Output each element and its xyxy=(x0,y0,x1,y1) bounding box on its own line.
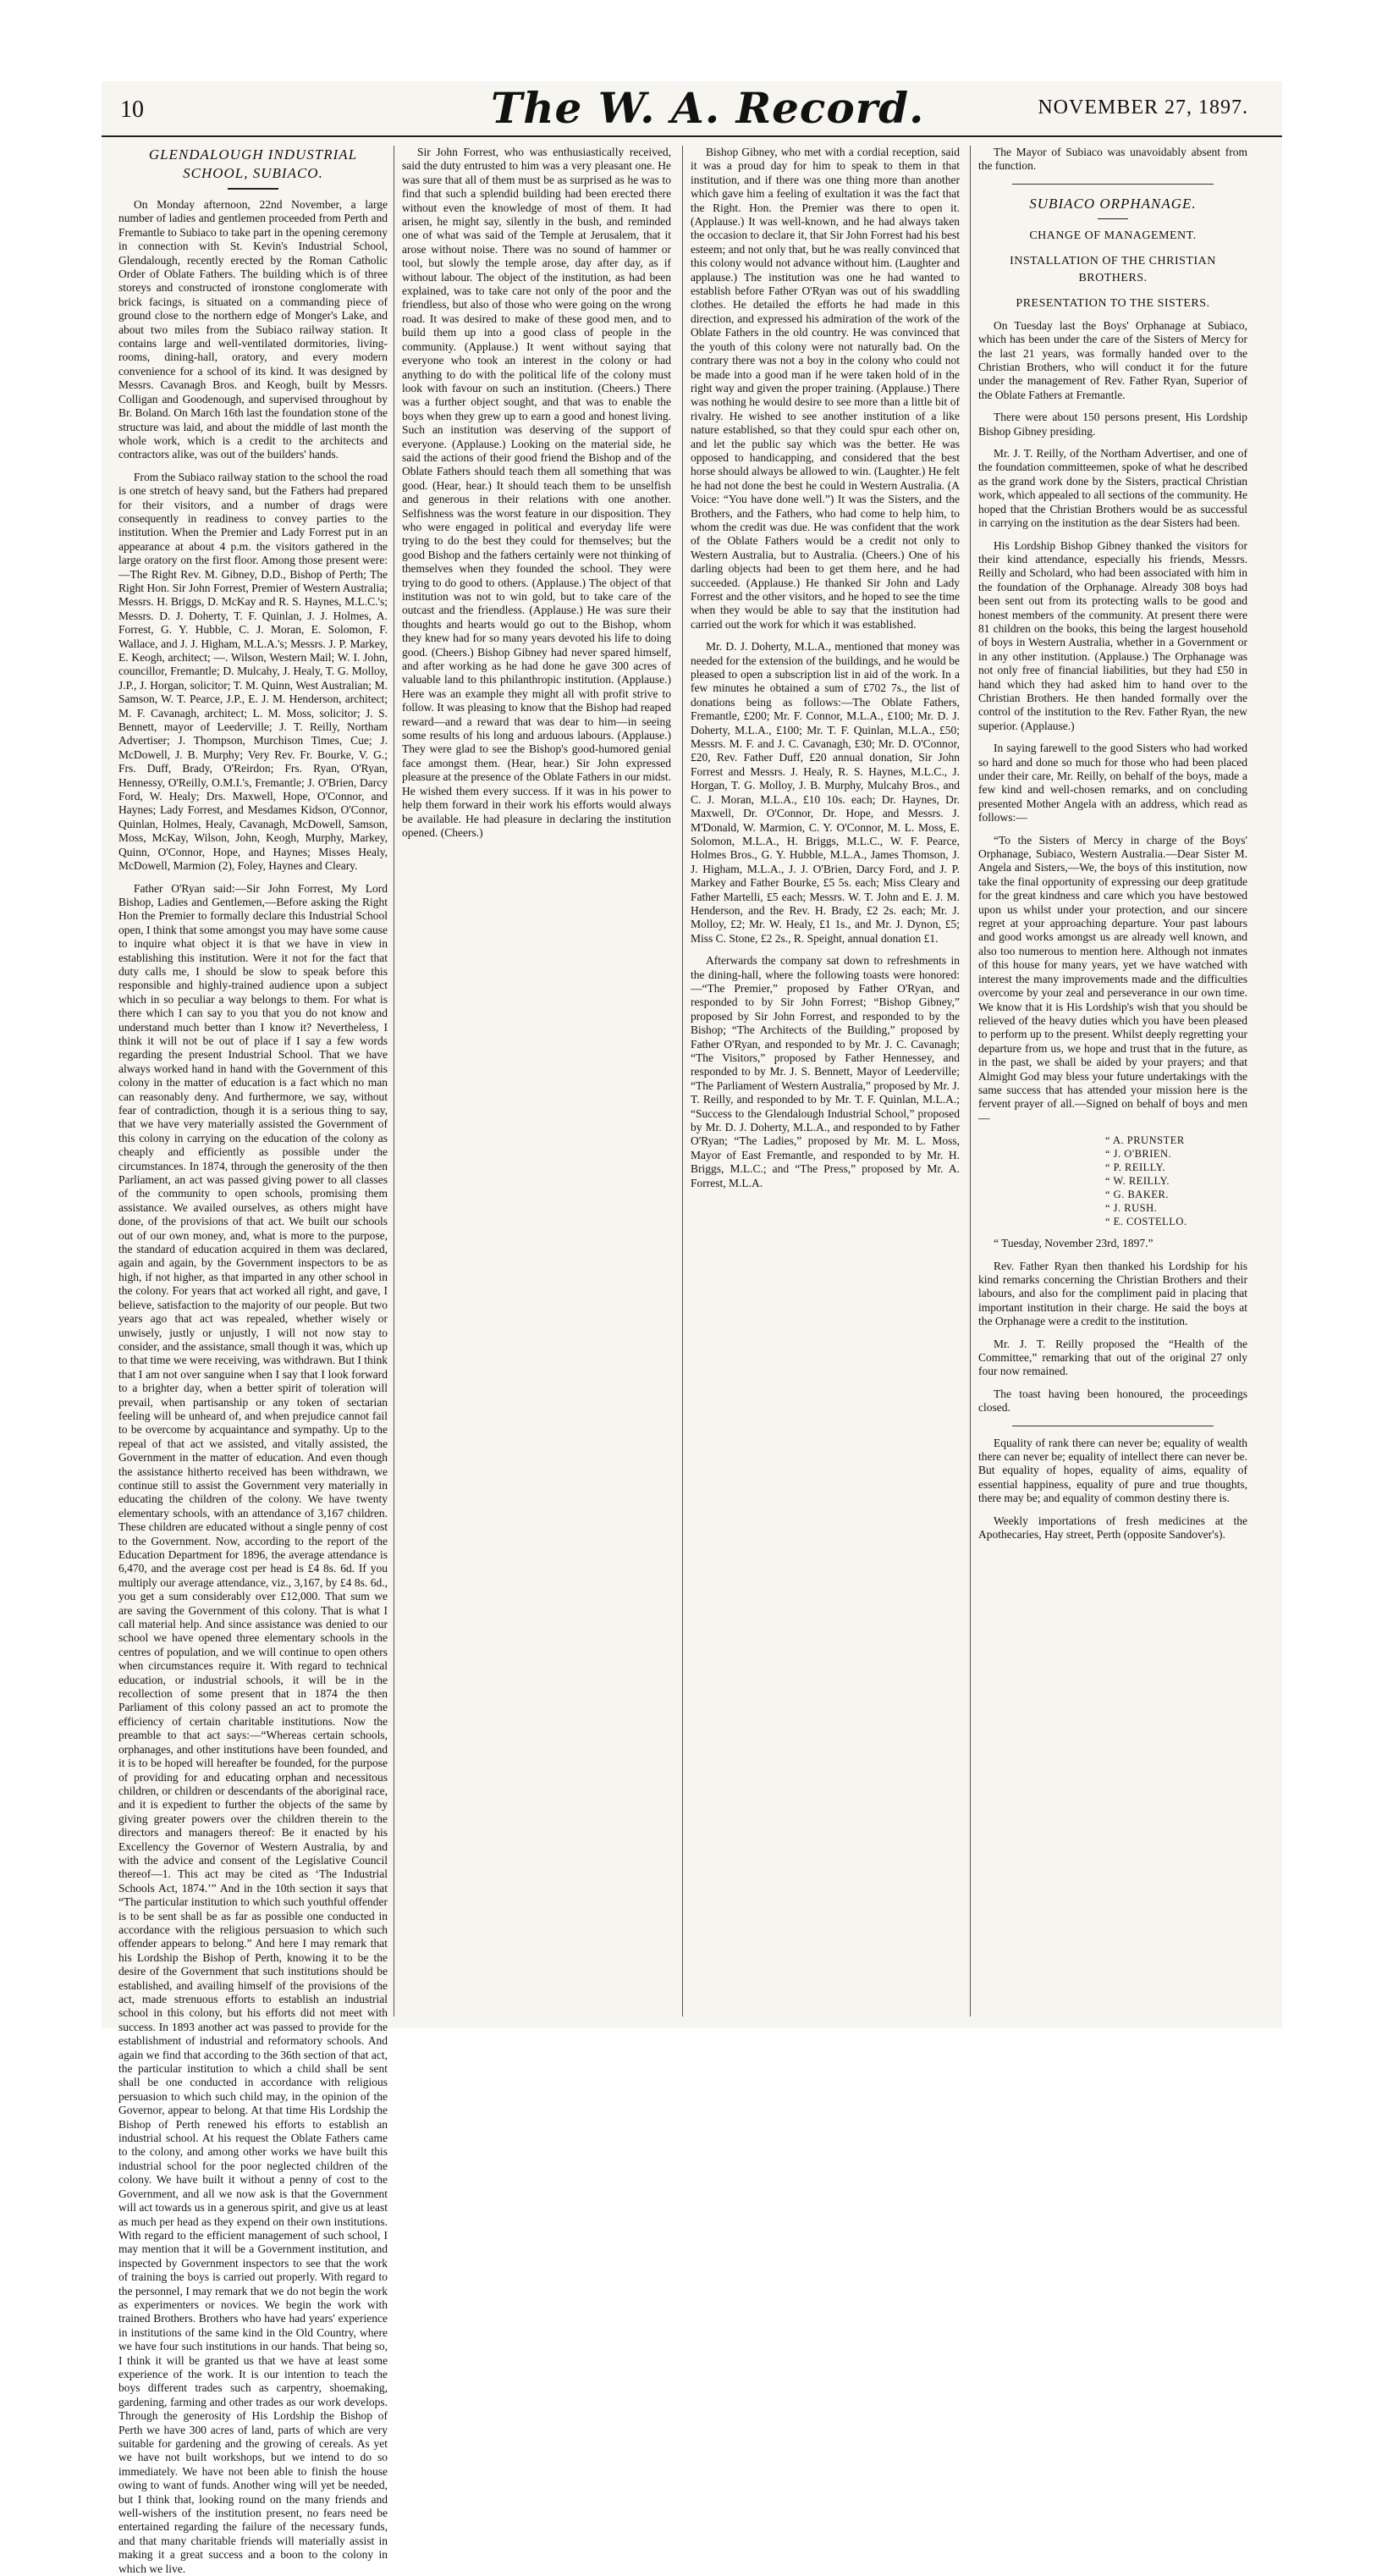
article-paragraph: Mr. J. T. Reilly, of the Northam Advertiser, and one of the foundation committeemen, spoke of what he described as the grand work done by the Sisters, practical Christian work, which appealed to all sections of the community. He hoped that the Christian Brothers would be as successful in carrying on the institution as the dear Sisters had been. xyxy=(978,447,1247,530)
article-paragraph: Sir John Forrest, who was enthusiastically received, said the duty entrusted to him was a very pleasant one. He was sure that all of them must be as surprised as he was to find that such a splendid building had been erected there without even the knowledge of most of them. It had arisen, he might say, silently in the bush, and reminded one of what was said of the Temple at Jerusalem, that it arose without noise. There was no sound of hammer or tool, but slowly the temple arose, day after day, as if without labour. The object of the institution, as had been explained, was to take care not only of the poor and the friendless, but also of those who were going on the wrong road. It was desired to make of these good men, and to build them up into a good class of people in the community. (Applause.) It went without saying that everyone who took an interest in the colony or had anything to do with the political life of the colony must look with favour on such an institution. (Cheers.) There was a further object sought, and that was to enable the boys when they grew up to earn a good and honest living. Such an institution was deserving of the support of everyone. (Applause.) Looking on the material side, he said the actions of their good friend the Bishop and of the Oblate Fathers should teach them all something that was good. (Hear, hear.) It should teach them to be unselfish and generous in their relations with one another. Selfishness was the worst feature in our disposition. They who were engaged in political and everyday life were trying to do the best they could for themselves; but the good Bishop and the fathers certainly were not thinking of themselves when they founded the school. They were trying to do good to others. (Applause.) The object of that institution was not to win gold, but to take care of the outcast and the friendless. (Applause.) He was sure their thoughts and hearts would go out to the Bishop, whom they knew had for so many years devoted his life to doing good. (Cheers.) Bishop Gibney had never spared himself, and after working as he had done he gave 300 acres of valuable land to this philanthropic institution. (Applause.) Here was an example they might all with profit strive to follow. It was pleasing to know that the Bishop had reaped reward—and a reward that was dear to him—in seeing some results of his long and arduous labours. (Applause.) They were glad to see the Bishop's good-humored genial face amongst them. (Hear, hear.) Sir John expressed pleasure at the presence of the Oblate Fathers in our midst. He wished them every success. If it was in his power to help them forward in their work his efforts would always be available. He had pleasure in declaring the institution opened. (Cheers.) xyxy=(402,146,671,840)
article-paragraph: His Lordship Bishop Gibney thanked the visitors for their kind attendance, especially his friends, Messrs. Reilly and Scholard, who had been associated with him in the foundation of the Orphanage. Already 308 boys had been sent out from its protecting walls to be good and honest members of the community. At present there were 81 children on the books, this being the largest household of boys in Western Australia, whether in a Government or in any other institution. (Applause.) The Orphanage was not only free of financial liabilities, but they had £50 in hand which they had asked him to hand over to the Christian Brothers. He then handed formally over the control of the institution to the Rev. Father Ryan, the new superior. (Applause.) xyxy=(978,539,1247,734)
newspaper-page xyxy=(102,81,1282,2028)
newspaper-title: The W. A. Record. xyxy=(491,83,924,133)
article-paragraph: Mr. D. J. Doherty, M.L.A., mentioned that money was needed for the extension of the buildings, and he would be pleased to open a subscription list in aid of the work. In a few minutes he obtained a sum of £702 7s., the list of donations being as follows:—The Oblate Fathers, Fremantle, £200; Mr. F. Connor, M.L.A., £100; Mr. D. J. Doherty, M.L.A., £100; Mr. T. F. Quinlan, M.L.A., £50; Messrs. M. F. and J. C. Cavanagh, £30; Mr. D. O'Connor, £20, Rev. Father Duff, £20 annual donation, Sir John Forrest and Messrs. J. Healy, R. S. Haynes, M.L.C., J. Horgan, T. G. Molloy, J. B. Murphy, Mulcahy Bros., and C. J. Moran, M.L.A., £10 10s. each; Dr. Haynes, Dr. Maxwell, Dr. O'Connor, Dr. Hope, and Messrs. J. M'Donald, W. Marmion, C. Y. O'Connor, M. L. Moss, E. Solomon, M.L.A., H. Briggs, M.L.C., W. F. Pearce, Holmes Bros., G. Y. Hubble, M.L.A., James Thomson, J. J. Higham, M.L.A., J. J. O'Brien, Darcy Ford, and J. P. Markey and Father Bourke, £5 5s. each; Miss Cleary and Father Martelli, £5 each; Messrs. W. T. John and E. J. M. Henderson, and the Rev. H. Brady, £2 2s. each; Mr. J. Molloy, £2; Mr. W. Healy, £1 1s., and Mr. J. Dynon, £5; Miss C. Stone, £2 2s., R. Speight, annual donation £1. xyxy=(691,640,960,946)
page-number: 10 xyxy=(120,97,144,124)
section-divider xyxy=(1012,184,1214,185)
article-paragraph: The Mayor of Subiaco was unavoidably absent from the function. xyxy=(978,146,1247,174)
column-divider xyxy=(682,146,683,2016)
article-headline: GLENDALOUGH INDUSTRIAL SCHOOL, SUBIACO. xyxy=(118,146,388,183)
address-text: “To the Sisters of Mercy in charge of the Boys' Orphanage, Subiaco, Western Australia.—Dear Sister M. Angela and Sisters,—We, the boys of this institution, now take the final opportunity of expressing our deep gratitude for the great kindness and care which you have bestowed upon us whilst under your protection, and our sincere regret at your approaching departure. Your past labours and good works amongst us are already well known, and also too numerous to mention here. Although not inmates of this house for many years, yet we have watched with interest the many improvements made and the difficulties overcome by your zeal and perseverance in our own time. We know that it is His Lordship's wish that you should be relieved of the heavy duties which you have been pleased to perform up to the present. Whilst deeply regretting your departure from us, we hope and trust that in the future, as in the past, we shall be aided by your prayers; and that Almight God may bless your future undertakings with the same success that has attended your mission here is the fervent prayer of all.—Signed on behalf of boys and men— xyxy=(978,834,1247,1126)
signature-list xyxy=(1105,1134,1247,1228)
signature: “ W. REILLY. xyxy=(1105,1174,1247,1188)
column-divider xyxy=(970,146,971,2016)
article-subhead: INSTALLATION OF THE CHRISTIAN BROTHERS. xyxy=(978,253,1247,287)
article-paragraph: Mr. J. T. Reilly proposed the “Health of the Committee,” remarking that out of the original 27 only four now remained. xyxy=(978,1338,1247,1379)
column-3 xyxy=(691,146,960,2016)
article-paragraph: From the Subiaco railway station to the school the road is one stretch of heavy sand, but the Fathers had prepared for their visitors, and a number of drags were consequently in readiness to convey parties to the institution. When the Premier and Lady Forrest put in an appearance at about 4 p.m. the visitors gathered in the large oratory on the first floor. Among those present were:—The Right Rev. M. Gibney, D.D., Bishop of Perth; The Right Hon. Sir John Forrest, Premier of Western Australia; Messrs. H. Briggs, D. McKay and R. S. Haynes, M.L.C.'s; Messrs. D. J. Doherty, T. F. Quinlan, J. J. Holmes, A. Forrest, G. Y. Hubble, C. J. Moran, E. Solomon, F. Wallace, and J. J. Higham, M.L.A.'s; Messrs. J. P. Markey, E. Keogh, architect; —. Wilson, Western Mail; W. I. John, councillor, Fremantle; D. Mulcahy, J. Healy, T. G. Molloy, J.P., J. Horgan, solicitor; T. M. Quinn, West Australian; M. Samson, W. T. Pearce, J.P., E. J. M. Henderson, architect; M. F. Cavanagh, architect; L. M. Moss, solicitor; J. S. Bennett, mayor of Leederville; J. T. Reilly, Northam Advertiser; J. Thompson, Murchison Times, Cue; J. McDowell, J. B. Murphy; Very Rev. Fr. Bourke, V. G.; Frs. Duff, Brady, O'Reirdon; Frs. Ryan, O'Ryan, Hennessy, O'Reilly, O.M.I.'s, Fremantle; J. O'Brien, Darcy Ford, W. Healy; Drs. Maxwell, Hope, O'Connor, and Haynes; Lady Forrest, and Mesdames Kidson, O'Connor, Quinlan, Holmes, Healy, Cavanagh, McDowell, Samson, Moss, McKay, Wilson, John, Keogh, Murphy, Markey, Quinn, O'Connor, Hope, and Haynes; Misses Healy, McDowell, Marmion (2), Foley, Haynes and Cleary. xyxy=(118,471,388,874)
equality-filler: Equality of rank there can never be; equality of wealth there can never be; equality of intellect there can never be. But equality of hopes, equality of aims, equality of essential happiness, equality of pure and true thoughts, there may be; and equality of common destiny there is. xyxy=(978,1437,1247,1506)
masthead xyxy=(102,81,1282,132)
issue-date: NOVEMBER 27, 1897. xyxy=(1038,97,1248,119)
signature: “ E. COSTELLO. xyxy=(1105,1215,1247,1228)
article-paragraph: Rev. Father Ryan then thanked his Lordship for his kind remarks concerning the Christian Brothers and their labours, and also for the compliment paid in placing that important institution in their charge. He said the boys at the Orphanage were a credit to the institution. xyxy=(978,1260,1247,1329)
article-paragraph: Afterwards the company sat down to refreshments in the dining-hall, where the following toasts were honored:—“The Premier,” proposed by Father O'Ryan, and responded to by Sir John Forrest; “Bishop Gibney,” proposed by Sir John Forrest, and responded to by the Bishop; “The Architects of the Building,” proposed by Father O'Ryan, and responded to by Mr. J. C. Cavanagh; “The Visitors,” proposed by Father Hennessey, and responded to by Mr. J. S. Bennett, Mayor of Leederville; “The Parliament of Western Australia,” proposed by Mr. J. T. Reilly, and responded to by Mr. T. F. Quinlan, M.L.A.; “Success to the Glendalough Industrial School,” proposed by Mr. D. J. Doherty, M.L.A., and responded to by Father O'Ryan; “The Ladies,” proposed by Mr. M. L. Moss, Mayor of East Fremantle, and responded to by Mr. H. Briggs, M.L.C.; and “The Press,” proposed by Mr. A. Forrest, M.L.A. xyxy=(691,954,960,1190)
column-4 xyxy=(978,146,1247,2016)
headline-divider xyxy=(1098,218,1128,219)
signature: “ P. REILLY. xyxy=(1105,1161,1247,1174)
column-2 xyxy=(402,146,671,2016)
article-paragraph: Father O'Ryan said:—Sir John Forrest, My Lord Bishop, Ladies and Gentlemen,—Before asking the Right Hon the Premier to formally declare this Industrial School open, I think that some amongst you may have some cause to inquire what object it is that we have in view in establishing this institution. Were it not for the fact that duty calls me, I should be slow to speak before this responsible and highly-trained audience upon a subject which in so peculiar a way belongs to them. For what is there which I can say to you that you do not know and understand much better than I know it? Nevertheless, I think it will not be out of place if I say a few words regarding the present Industrial School. That we have always worked hand in hand with the Government of this colony in the matter of education is a fact which no man can reasonably deny. And furthermore, we say, without fear of contradiction, though it is a serious thing to say, that we have very materially assisted the Government of this colony in carrying on the education of the colony as cheaply and efficiently as possible under the circumstances. In 1874, through the generosity of the then Parliament, an act was passed giving power to all classes of the community to open schools, promising them assistance. We availed ourselves, as others might have done, of the provisions of that act. We built our schools out of our own money, and, what is more to the purpose, the standard of education acquired in them was declared, again and again, by the Government inspectors to be as high, if not higher, as that imparted in any other school in the colony. For years that act worked all right, and gave, I believe, satisfaction to the majority of our people. But two years ago that act was repealed, whether wisely or unwisely, justly or unjustly, I will not now stay to consider, and the assistance, small though it was, which up to that time we were receiving, was withdrawn. But I think that I am not over sanguine when I say that I look forward to a brighter day, when a better spirit of toleration will prevail, when partisanship or any token of sectarian feeling will be unheard of, and when prejudice cannot fail to be overcome by acquaintance and sympathy. Up to the repeal of that act we assisted, and vitally assisted, the Government in the matter of education. And even though the assistance hitherto received has been withdrawn, we continue still to assist the Government very materially in educating the children of the colony. We have twenty elementary schools, with an attendance of 3,167 children. These children are educated without a single penny of cost to the Government. Now, according to the report of the Education Department for 1896, the average attendance is 6,470, and the average cost per head is £4 8s. 6d. If you multiply our average attendance, viz., 3,167, by £4 8s. 6d., you get a sum considerably over £12,000. That sum we are saving the Government of this colony. That is what I call material help. And since assistance was denied to our school we have opened three elementary schools in the centres of population, and we will continue to open others when circumstances require it. With regard to technical education, or industrial schools, it will be in the recollection of some present that in 1874 the then Parliament of this colony passed an act to promote the efficiency of certain charitable institutions. Now the preamble to that act says:—“Whereas certain schools, orphanages, and other institutions have been founded, and it is to be hoped will hereafter be founded, for the purpose of providing for and educating orphan and necessitous children, or children or descendants of the aboriginal race, and it is expedient to further the objects of the same by giving greater powers over the children therein to the directors and managers thereof: Be it enacted by his Excellency the Governor of Western Australia, by and with the advice and consent of the Legislative Council thereof—1. This act may be cited as ‘The Industrial Schools Act, 1874.’” And in the 10th section it says that “The particular institution to which such youthful offender is to be sent shall be as far as possible one conducted in accordance with the religious persuasion to which such offender appears to belong.” And here I may remark that his Lordship the Bishop of Perth, knowing it to be the desire of the Government that such institutions should be established, and availing himself of the provisions of the act, made strenuous efforts to establish an industrial school in this colony, but his efforts did not meet with success. In 1893 another act was passed to provide for the establishment of industrial and reformatory schools. And again we find that according to the 36th section of that act, the particular institution to which a child shall be sent shall be one conducted in accordance with religious persuasion to which such child may, in the opinion of the Governor, appear to belong. At that time His Lordship the Bishop of Perth renewed his efforts to establish an industrial school. At his request the Oblate Fathers came to the colony, and among other works we have built this industrial school for the poor neglected children of the colony. We have built it without a penny of cost to the Government, and all we now ask is that the Government will act towards us in a generous spirit, and give us at least as much per head as they expend on their own institutions. With regard to the efficient management of such school, I may mention that it will be a Government institution, and inspected by Government inspectors to see that the work of training the boys is carried out properly. With regard to the personnel, I may remark that we do not begin the work as experimenters or novices. We begin the work with trained Brothers. Brothers who have had years' experience in institutions of the same kind in the Old Country, where we have four such institutions in our hands. That being so, I think it will be granted us that we have at least some experience of the work. It is our intention to teach the boys different trades such as carpentry, shoemaking, gardening, farming and other trades as our work develops. Through the generosity of His Lordship the Bishop of Perth we have 300 acres of land, parts of which are very suitable for gardening and the growing of cereals. As yet we have not built workshops, but we intend to do so immediately. We have not been able to finish the house owing to want of funds. Another wing will yet be needed, but I think that, looking round on the many friends and well-wishers of the institution present, no fears need be entertained regarding the failure of the necessary funds, and that many charitable friends will materially assist in making it a great success and a boon to the colony in which we live. xyxy=(118,882,388,2576)
article-paragraph: There were about 150 persons present, His Lordship Bishop Gibney presiding. xyxy=(978,411,1247,439)
signature: “ J. O'BRIEN. xyxy=(1105,1147,1247,1161)
headline-divider xyxy=(228,188,278,190)
article-subhead: CHANGE OF MANAGEMENT. xyxy=(978,228,1247,245)
article-paragraph: On Monday afternoon, 22nd November, a large number of ladies and gentlemen proceeded from Perth and Fremantle to Subiaco to take part in the opening ceremony in connection with St. Kevin's Industrial School, Glendalough, recently erected by the Roman Catholic Order of Oblate Fathers. The building which is of three storeys and constructed of ironstone conglomerate with brick facings, is situated on a commanding piece of ground close to the northern edge of Monger's Lake, and about two miles from the Subiaco railway station. It contains large and well-ventilated dormitories, living-rooms, dining-hall, oratory, and every modern convenience for a school of its kind. It was designed by Messrs. Cavanagh Bros. and Keogh, built by Messrs. Colligan and Goodenough, and supervised throughout by Br. Boland. On March 16th last the foundation stone of the structure was laid, and about the middle of last month the whole work, which is a credit to the architects and contractors alike, was out of the builders' hands. xyxy=(118,198,388,462)
article-paragraph: On Tuesday last the Boys' Orphanage at Subiaco, which has been under the care of the Sisters of Mercy for the last 21 years, was formally handed over to the Christian Brothers, who will conduct it for the future under the management of Rev. Father Ryan, Superior of the Oblate Fathers at Fremantle. xyxy=(978,319,1247,402)
signature: “ A. PRUNSTER xyxy=(1105,1134,1247,1147)
article-paragraph: The toast having been honoured, the proceedings closed. xyxy=(978,1387,1247,1415)
advertisement: Weekly importations of fresh medicines at the Apothecaries, Hay street, Perth (opposite Sandover's). xyxy=(978,1514,1247,1542)
masthead-rule xyxy=(102,135,1282,137)
signature: “ G. BAKER. xyxy=(1105,1188,1247,1201)
article-headline: SUBIACO ORPHANAGE. xyxy=(978,195,1247,213)
article-subhead: PRESENTATION TO THE SISTERS. xyxy=(978,295,1247,312)
article-paragraph: Bishop Gibney, who met with a cordial reception, said it was a proud day for him to speak to them in that institution, and if there was one thing more than another which gave him a feeling of exultation it was the fact that the Right. Hon. the Premier was there to open it. (Applause.) It was well-known, and he had always taken the occasion to declare it, that Sir John Forrest had his best esteem; and not only that, but he was really convinced that this colony would not advance without him. (Laughter and applause.) The institution was one he had wanted to establish before Father O'Ryan was out of his swaddling clothes. He detailed the efforts he had made in this direction, and expressed his admiration of the work of the Oblate Fathers in the old country. He was convinced that the youth of this colony were not naturally bad. On the contrary there was not a boy in the colony who could not be made into a good man if he were taken hold of in the right way and given the proper training. (Applause.) There was nothing he would desire to see more than a little bit of rivalry. He wished to see another institution of a like nature established, so that they could spur each other on, and let the public say which was the better. He was opposed to handicapping, and considered that the best horse should always be allowed to win. (Laughter.) He felt he had not done the best he could in Western Australia. (A Voice: “You have done well.”) It was the Sisters, and the Brothers, and the Fathers, who had come to help him, to whom the credit was due. He was confident that the work of the Oblate Fathers would be a credit not only to Western Australia, but to Australia. (Cheers.) One of his darling objects had been to get them here, and he had succeeded. (Applause.) He thanked Sir John and Lady Forrest and the other visitors, and he hoped to see the time when they would be able to say that the institution had carried out the work for which it was established. xyxy=(691,146,960,632)
signature: “ J. RUSH. xyxy=(1105,1201,1247,1215)
column-1 xyxy=(118,146,388,2016)
address-date: “ Tuesday, November 23rd, 1897.” xyxy=(978,1237,1247,1250)
article-paragraph: In saying farewell to the good Sisters who had worked so hard and done so much for those who had been placed under their care, Mr. Reilly, on behalf of the boys, made a few kind and well-chosen remarks, and on concluding presented Mother Angela with an address, which read as follows:— xyxy=(978,742,1247,825)
